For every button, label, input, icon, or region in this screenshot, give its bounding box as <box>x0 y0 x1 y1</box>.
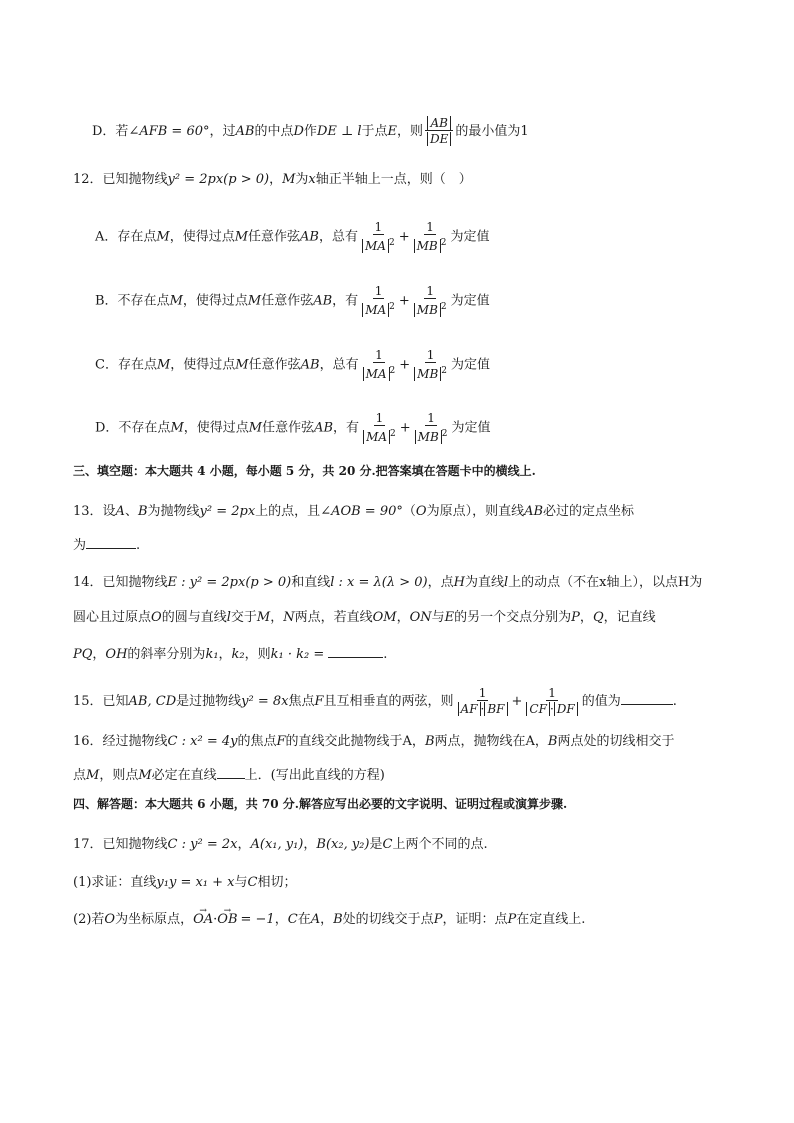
text: C．存在点 <box>95 357 157 373</box>
text: 为定值 <box>451 420 491 436</box>
text: ，使得过点 <box>183 420 249 436</box>
fraction-num: AB <box>427 116 450 130</box>
text: 于点 <box>361 124 388 139</box>
text: ，使得过点 <box>170 357 236 373</box>
math: C : y² = 2x <box>167 837 238 852</box>
plus: + <box>399 420 411 436</box>
math: AB <box>314 420 334 436</box>
text: ， <box>92 647 106 662</box>
answer-blank[interactable] <box>86 536 136 549</box>
fraction-den: MB <box>414 239 441 253</box>
text: (1)求证：直线 <box>73 875 157 890</box>
math: B <box>333 912 343 927</box>
fraction <box>412 220 449 254</box>
math: ON <box>409 610 432 625</box>
text: 点 <box>73 768 87 783</box>
fraction-den: MB <box>415 430 442 444</box>
text: 14．已知抛物线 <box>73 575 168 590</box>
math: l : x = λ(λ > 0) <box>330 575 428 590</box>
math: H <box>453 575 465 590</box>
exponent: 2 <box>440 238 447 248</box>
vector: → OA <box>193 910 213 930</box>
fraction-num: 1 <box>426 284 435 298</box>
math: Q <box>592 610 604 625</box>
math: P <box>507 912 517 927</box>
q17-stem <box>73 835 488 855</box>
text: 圆心且过原点 <box>73 610 152 625</box>
exponent: 2 <box>388 238 395 248</box>
text: 的另一个交点分别为 <box>454 610 572 625</box>
section-heading-solutions: 四、解答题：本大题共 6 小题，共 70 分.解答应写出必要的文字说明、证明过程或演算步骤. <box>73 797 568 811</box>
math: E <box>387 124 398 139</box>
text: B．不存在点 <box>95 293 170 309</box>
math: AB <box>524 504 544 519</box>
fraction-den: DE <box>427 132 451 146</box>
text: 是过抛物线 <box>176 694 242 709</box>
math: M <box>169 293 183 309</box>
text: 在 <box>297 912 311 927</box>
text: （ <box>402 504 416 519</box>
math: k₂ <box>231 647 245 662</box>
fraction-num: 1 <box>548 686 556 700</box>
text: ，使得过点 <box>169 229 235 245</box>
fraction-den: MA <box>362 303 389 317</box>
fraction-num: 1 <box>375 411 384 425</box>
math: M <box>248 420 263 436</box>
text: ， <box>303 837 317 852</box>
q12-option-d <box>95 411 491 445</box>
fraction-num: 1 <box>478 686 487 700</box>
text: ，点 <box>427 575 454 590</box>
fraction-num: 1 <box>374 220 383 234</box>
text: ， <box>269 172 283 187</box>
text: 15．已知 <box>73 694 129 709</box>
text: ， <box>579 610 593 625</box>
text: 在定直线上. <box>516 912 586 927</box>
answer-blank[interactable] <box>621 692 673 705</box>
exponent: 2 <box>389 302 395 312</box>
math: A <box>402 734 412 749</box>
text: ， <box>270 610 284 625</box>
math: AB, CD <box>128 694 177 709</box>
math: M <box>247 293 262 309</box>
fraction-num: 1 <box>427 411 435 425</box>
answer-blank[interactable] <box>217 766 245 779</box>
q15-line <box>73 686 677 717</box>
q12-option-b <box>95 284 490 318</box>
text: 上的点，且 <box>255 504 321 519</box>
fraction-den: MA <box>363 367 390 381</box>
fraction <box>456 686 510 717</box>
plus: + <box>398 229 410 245</box>
fraction-num: 1 <box>426 348 435 362</box>
q12-option-a <box>95 220 489 254</box>
dot: · <box>213 912 218 927</box>
text: 必定在直线 <box>151 768 217 783</box>
text: ，使得过点 <box>182 293 248 309</box>
math: A <box>310 912 321 927</box>
text: ，有 <box>332 293 359 309</box>
math: A <box>525 734 535 749</box>
text: . <box>672 694 677 709</box>
text: 的焦点 <box>237 734 277 749</box>
math: B <box>547 734 558 749</box>
fraction-den: MB <box>414 303 441 317</box>
text: 的值为 <box>581 694 621 709</box>
q17-part2 <box>73 910 585 930</box>
text: 必过的定点坐标 <box>543 504 635 519</box>
math: O <box>104 912 116 927</box>
text: ， <box>534 734 548 749</box>
math: ∠AFB = 60° <box>128 124 210 139</box>
math: AB <box>300 229 319 245</box>
math: C : x² = 4y <box>167 734 238 749</box>
q14-line3 <box>73 645 387 665</box>
math: M <box>256 610 271 625</box>
text: 处的切线交于点 <box>342 912 434 927</box>
math: PQ <box>73 647 93 662</box>
text: 的斜率分别为 <box>127 647 206 662</box>
vector: → OB <box>217 910 237 930</box>
math: k₁ <box>205 647 219 662</box>
math: y² = 2px(p > 0) <box>167 172 270 187</box>
math: y² = 2px <box>199 504 256 519</box>
math: M <box>156 229 170 245</box>
text: (2)若 <box>73 912 105 927</box>
fraction-den: MB <box>414 367 441 381</box>
text: ，则点 <box>99 768 139 783</box>
dot: · <box>549 702 554 716</box>
math: y₁y = x₁ + x <box>156 875 235 890</box>
math: M <box>138 768 152 783</box>
text: 13．设 <box>73 504 116 519</box>
math: D <box>293 124 304 139</box>
fraction-num: 1 <box>426 220 434 234</box>
math: B <box>137 504 148 519</box>
q13-line2 <box>73 536 140 556</box>
text: ，证明：点 <box>442 912 508 927</box>
math: F <box>276 734 286 749</box>
text: 为定值 <box>450 229 490 245</box>
text: ，过 <box>209 124 236 139</box>
text: 的直线交此抛物线于 <box>285 734 403 749</box>
text: ， <box>396 610 410 625</box>
math: E <box>444 610 455 625</box>
fraction <box>413 411 450 445</box>
text: ，则 <box>244 647 271 662</box>
q13-line1 <box>73 502 634 522</box>
fraction <box>412 348 449 382</box>
text: ， <box>218 647 232 662</box>
exponent: 2 <box>441 429 448 439</box>
q12-option-c <box>95 348 490 382</box>
text: 为抛物线 <box>147 504 200 519</box>
math: M <box>156 357 171 373</box>
text: 为 <box>73 538 87 553</box>
text: 的中点 <box>254 124 294 139</box>
text: 两点，抛物线在 <box>434 734 526 749</box>
math: B <box>424 734 435 749</box>
fraction-num: 1 <box>375 348 383 362</box>
fraction-den: MA <box>362 239 389 253</box>
text: 上两个不同的点. <box>392 837 488 852</box>
text: 17．已知抛物线 <box>73 837 168 852</box>
text: 的圆与直线 <box>161 610 227 625</box>
text: ，总有 <box>319 229 359 245</box>
fraction <box>360 220 397 254</box>
text: 为 <box>295 172 309 187</box>
text: 为定值 <box>451 357 491 373</box>
math: AB <box>300 357 320 373</box>
plus: + <box>399 357 411 373</box>
text: A．存在点 <box>95 229 157 245</box>
math: A(x₁, y₁) <box>250 837 304 852</box>
math: OM <box>372 610 397 625</box>
math: = −1 <box>240 912 275 927</box>
math: DE ⊥ l <box>316 124 362 139</box>
math: O <box>415 504 427 519</box>
q16-line2 <box>73 766 385 786</box>
q16-line1 <box>73 732 675 752</box>
text: 两点，若直线 <box>294 610 373 625</box>
text: 两点处的切线相交于 <box>557 734 675 749</box>
math: F <box>314 694 324 709</box>
text: 为坐标原点， <box>115 912 194 927</box>
text: 作 <box>303 124 317 139</box>
text: 、 <box>124 504 138 519</box>
math: OH <box>105 647 128 662</box>
text: . <box>383 647 388 662</box>
math: M <box>282 172 296 187</box>
text: ，有 <box>333 420 360 436</box>
math: N <box>283 610 295 625</box>
math: M <box>170 420 184 436</box>
text: D．不存在点 <box>95 420 171 436</box>
fraction <box>361 411 398 445</box>
math: M <box>234 229 249 245</box>
text: . <box>136 538 141 553</box>
math: A <box>115 504 125 519</box>
exponent: 2 <box>441 366 448 376</box>
section-heading-fill-in: 三、填空题：本大题共 4 小题，每小题 5 分，共 20 分.把答案填在答题卡中的横线上. <box>73 464 536 478</box>
text: 相切； <box>257 875 297 890</box>
math: M <box>86 768 100 783</box>
math: C <box>382 837 393 852</box>
text: ，则 <box>397 124 424 139</box>
text: 12．已知抛物线 <box>73 172 168 187</box>
exponent: 2 <box>440 302 447 312</box>
text: 轴正半轴上一点，则（ ） <box>315 172 472 187</box>
text: 为直线 <box>464 575 504 590</box>
q11-option-d <box>92 116 529 147</box>
math: AB <box>235 124 255 139</box>
fraction <box>425 116 453 147</box>
q12-stem <box>73 170 472 190</box>
exponent: 2 <box>390 429 396 439</box>
fraction <box>360 284 397 318</box>
fraction <box>524 686 579 717</box>
text: 任意作弦 <box>262 420 315 436</box>
fraction <box>412 284 449 318</box>
math: E : y² = 2px(p > 0) <box>167 575 292 590</box>
dot: · <box>480 702 485 716</box>
math: x <box>308 172 316 187</box>
text: 任意作弦 <box>261 293 314 309</box>
text: D．若 <box>92 124 129 139</box>
answer-blank[interactable] <box>328 645 383 658</box>
fraction-den: DF <box>554 702 578 716</box>
math: C <box>247 875 258 890</box>
text: 焦点 <box>288 694 315 709</box>
text: 与 <box>234 875 248 890</box>
fraction-den: AF <box>458 702 481 716</box>
text: 16．经过抛物线 <box>73 734 168 749</box>
fraction-den: BF <box>484 702 507 716</box>
text: ， <box>237 837 251 852</box>
math: B(x₂, y₂) <box>316 837 370 852</box>
text: 是 <box>369 837 383 852</box>
text: 任意作弦 <box>248 357 301 373</box>
text: 与 <box>431 610 445 625</box>
math: ∠AOB = 90° <box>320 504 403 519</box>
text: ， <box>320 912 334 927</box>
math: k₁ · k₂ = <box>270 647 325 662</box>
q17-part1 <box>73 873 297 893</box>
text: 任意作弦 <box>248 229 301 245</box>
text: 为定值 <box>450 293 490 309</box>
math: P <box>571 610 580 625</box>
plus: + <box>398 293 410 309</box>
plus: + <box>511 694 523 709</box>
math: AB <box>313 293 333 309</box>
math: l <box>226 610 231 625</box>
q14-line2 <box>73 608 656 628</box>
text: 和直线 <box>291 575 331 590</box>
math: y² = 8x <box>241 694 289 709</box>
q14-line1 <box>73 573 702 593</box>
exponent: 2 <box>389 366 396 376</box>
text: 上．(写出此直线的方程) <box>244 768 385 783</box>
text: ，记直线 <box>603 610 656 625</box>
math: l <box>503 575 509 590</box>
fraction-den: CF <box>526 702 550 716</box>
math: C <box>287 912 298 927</box>
text: 且互相垂直的两弦，则 <box>323 694 454 709</box>
text: 为原点），则直线 <box>426 504 525 519</box>
fraction-den: MA <box>363 430 390 444</box>
text: 交于 <box>230 610 257 625</box>
text: ，总有 <box>319 357 359 373</box>
math: O <box>151 610 162 625</box>
text: ， <box>274 912 288 927</box>
text: 上的动点（不在x轴上），以点H为 <box>508 575 703 590</box>
text: ， <box>411 734 425 749</box>
math: P <box>433 912 443 927</box>
math: M <box>235 357 249 373</box>
fraction-num: 1 <box>374 284 383 298</box>
text: 的最小值为1 <box>455 124 529 139</box>
fraction <box>361 348 398 382</box>
